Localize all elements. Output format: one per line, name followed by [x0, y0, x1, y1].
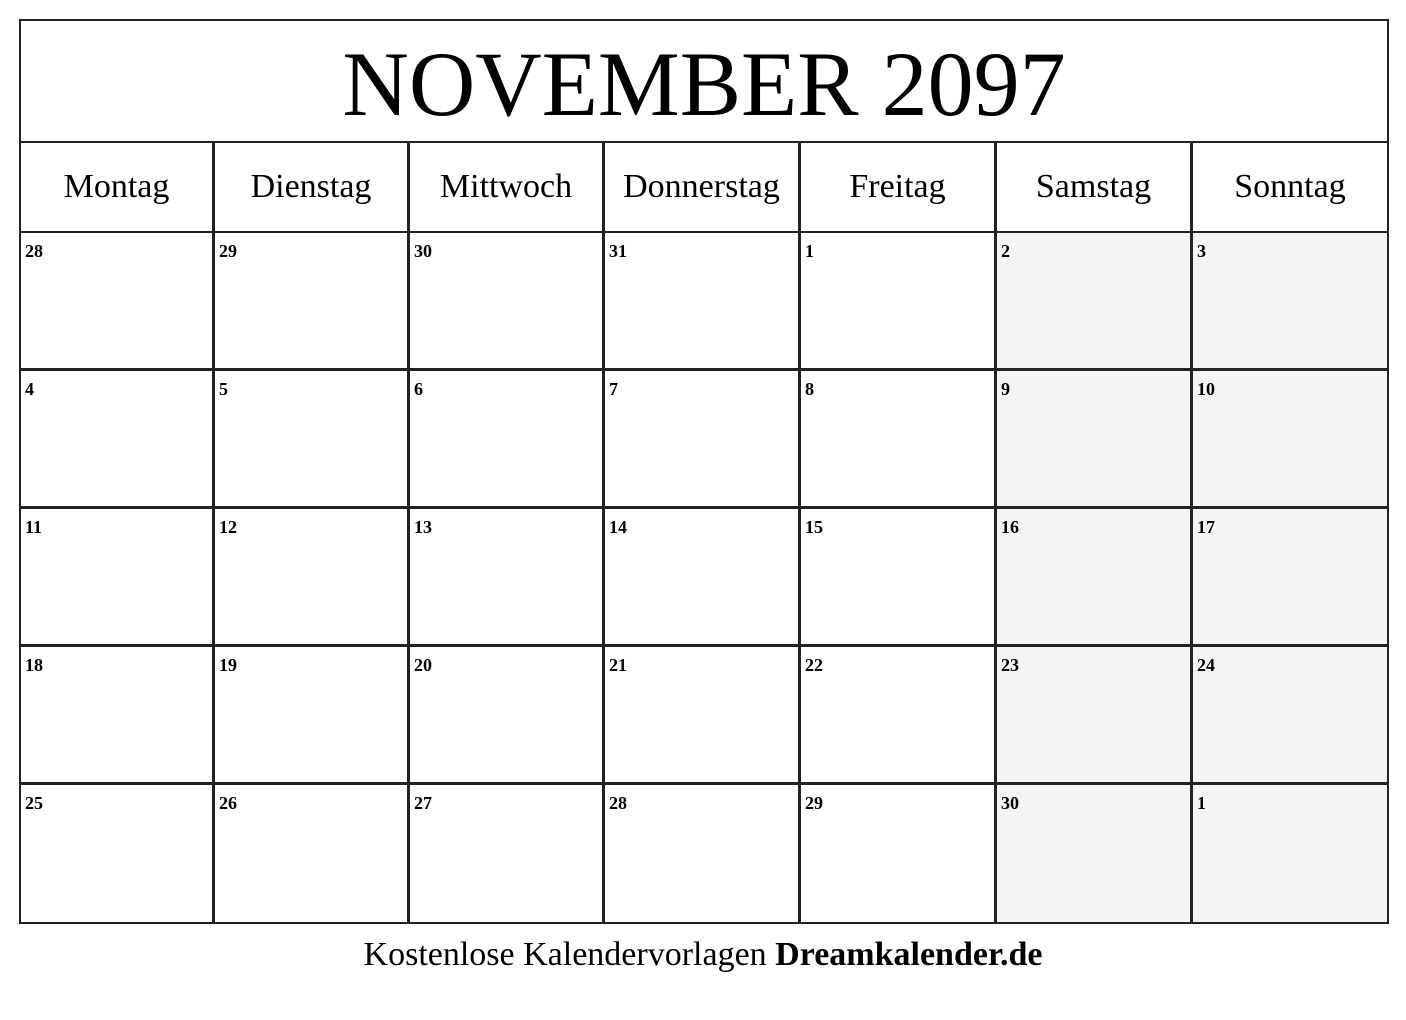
- weekend-day-cell[interactable]: [997, 647, 1193, 782]
- day-number: 29: [219, 241, 237, 261]
- day-cell[interactable]: [410, 509, 605, 644]
- weekend-day-cell[interactable]: [997, 785, 1193, 922]
- day-cell[interactable]: [21, 371, 215, 506]
- day-cell[interactable]: [215, 371, 410, 506]
- day-cell[interactable]: [801, 785, 997, 922]
- day-cell[interactable]: [21, 785, 215, 922]
- footer-text: Kostenlose Kalendervorlagen: [363, 936, 776, 973]
- day-cell[interactable]: [801, 233, 997, 368]
- weekend-day-cell[interactable]: [1193, 233, 1387, 368]
- week-row: [21, 371, 1387, 509]
- weekday-header-row: [21, 143, 1387, 233]
- day-number: 16: [1001, 517, 1019, 537]
- day-number: 17: [1197, 517, 1215, 537]
- day-number: 2: [1001, 241, 1010, 261]
- day-cell[interactable]: [605, 371, 801, 506]
- day-cell[interactable]: [410, 233, 605, 368]
- weekend-day-cell[interactable]: [997, 509, 1193, 644]
- day-number: 11: [25, 517, 43, 537]
- day-number: 21: [609, 655, 627, 675]
- day-cell[interactable]: [605, 233, 801, 368]
- weekend-day-cell[interactable]: [997, 233, 1193, 368]
- day-number: 7: [609, 379, 618, 399]
- weekday-tuesday: Dienstag: [215, 143, 410, 231]
- day-number: 20: [414, 655, 432, 675]
- week-row: [21, 509, 1387, 647]
- week-row: [21, 785, 1387, 922]
- day-cell[interactable]: [605, 647, 801, 782]
- footer: [0, 936, 1406, 974]
- day-cell[interactable]: [605, 785, 801, 922]
- day-number: 29: [805, 793, 823, 813]
- day-number: 27: [414, 793, 432, 813]
- day-cell[interactable]: [215, 785, 410, 922]
- weekday-monday: Montag: [21, 143, 215, 231]
- day-number: 24: [1197, 655, 1215, 675]
- day-number: 25: [25, 793, 43, 813]
- day-number: 26: [219, 793, 237, 813]
- day-number: 10: [1197, 379, 1215, 399]
- day-number: 12: [219, 517, 237, 537]
- week-row: [21, 647, 1387, 785]
- day-number: 13: [414, 517, 432, 537]
- day-number: 6: [414, 379, 423, 399]
- day-number: 18: [25, 655, 43, 675]
- day-number: 28: [25, 241, 43, 261]
- weekend-day-cell[interactable]: [997, 371, 1193, 506]
- day-number: 1: [805, 241, 814, 261]
- day-number: 30: [1001, 793, 1019, 813]
- weekend-day-cell[interactable]: [1193, 647, 1387, 782]
- weekday-thursday: Donnerstag: [605, 143, 801, 231]
- day-cell[interactable]: [410, 647, 605, 782]
- weekend-day-cell[interactable]: [1193, 785, 1387, 922]
- calendar-grid: [21, 233, 1387, 922]
- day-number: 3: [1197, 241, 1206, 261]
- day-number: 9: [1001, 379, 1010, 399]
- weekday-sunday: Sonntag: [1234, 168, 1346, 205]
- day-number: 30: [414, 241, 432, 261]
- day-cell[interactable]: [410, 371, 605, 506]
- day-cell[interactable]: [605, 509, 801, 644]
- day-number: 15: [805, 517, 823, 537]
- calendar: [19, 19, 1389, 924]
- calendar-title: NOVEMBER 2097: [21, 21, 1387, 143]
- day-cell[interactable]: [215, 233, 410, 368]
- day-number: 22: [805, 655, 823, 675]
- day-number: 28: [609, 793, 627, 813]
- day-number: 23: [1001, 655, 1019, 675]
- day-number: 4: [25, 379, 34, 399]
- weekend-day-cell[interactable]: [1193, 509, 1387, 644]
- day-number: 5: [219, 379, 228, 399]
- day-number: 1: [1197, 793, 1206, 813]
- day-cell[interactable]: [215, 647, 410, 782]
- day-cell[interactable]: [21, 647, 215, 782]
- day-cell[interactable]: [21, 233, 215, 368]
- day-cell[interactable]: [215, 509, 410, 644]
- weekday-wednesday: Mittwoch: [410, 143, 605, 231]
- footer-brand-link[interactable]: Dreamkalender.de: [775, 936, 1043, 973]
- day-number: 8: [805, 379, 814, 399]
- day-cell[interactable]: [410, 785, 605, 922]
- day-cell[interactable]: [801, 647, 997, 782]
- weekday-saturday: Samstag: [997, 143, 1193, 231]
- day-cell[interactable]: [21, 509, 215, 644]
- day-number: 19: [219, 655, 237, 675]
- day-cell[interactable]: [801, 371, 997, 506]
- weekday-friday: Freitag: [801, 143, 997, 231]
- day-number: 31: [609, 241, 627, 261]
- weekend-day-cell[interactable]: [1193, 371, 1387, 506]
- day-number: 14: [609, 517, 627, 537]
- week-row: [21, 233, 1387, 371]
- day-cell[interactable]: [801, 509, 997, 644]
